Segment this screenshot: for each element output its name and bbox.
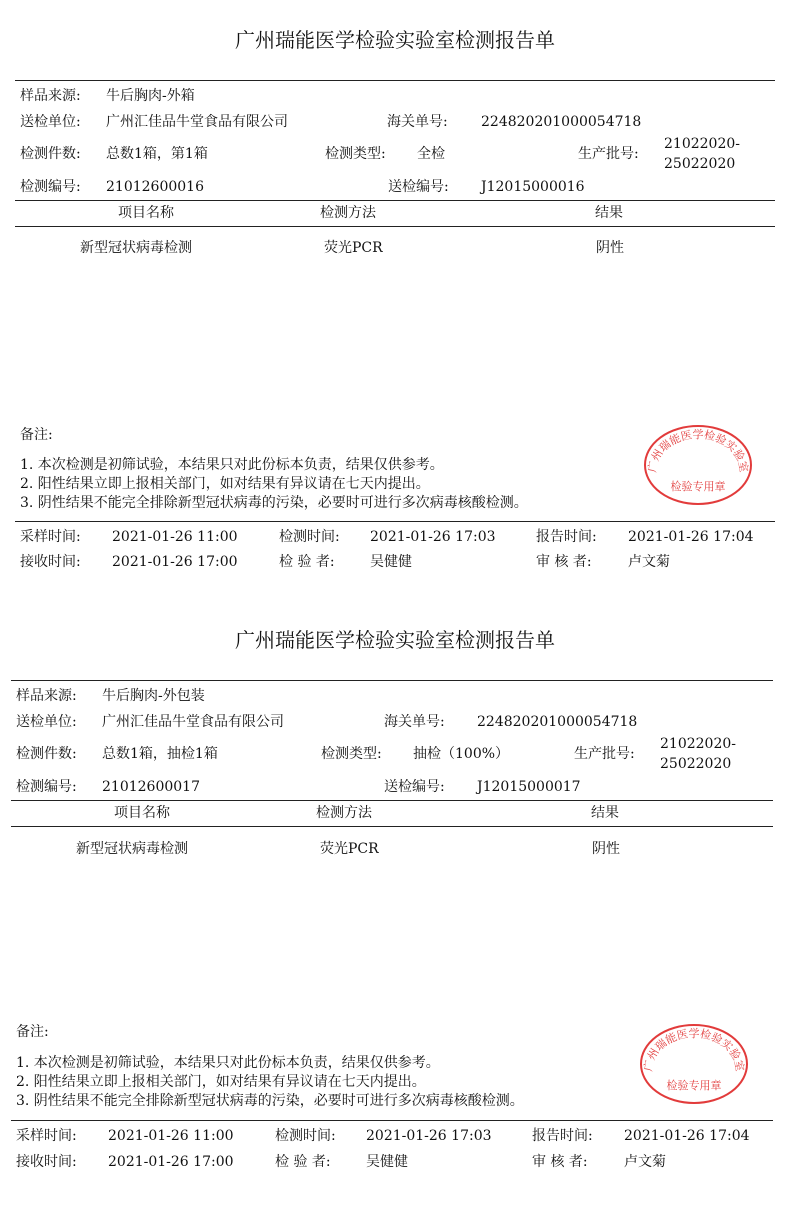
value-test-time: 2021-01-26 17:03 xyxy=(370,529,496,545)
remark-item: 2. 阳性结果立即上报相关部门，如对结果有异议请在七天内提出。 xyxy=(16,1074,426,1090)
label-reviewer: 审 核 者: xyxy=(532,1154,588,1170)
value-report-time: 2021-01-26 17:04 xyxy=(628,529,754,545)
label-customs-no: 海关单号: xyxy=(384,714,445,730)
report-2 xyxy=(0,603,790,1206)
divider xyxy=(11,826,773,827)
value-batch-no-line1: 21022020- xyxy=(664,136,740,152)
value-customs-no: 224820201000054718 xyxy=(477,714,638,730)
value-batch-no-line2: 25022020 xyxy=(664,156,736,172)
value-sample-source: 牛后胸肉-外箱 xyxy=(106,88,195,104)
divider xyxy=(11,800,773,801)
value-report-time: 2021-01-26 17:04 xyxy=(624,1128,750,1144)
value-reviewer: 卢文菊 xyxy=(624,1154,666,1170)
table-cell-method: 荧光PCR xyxy=(320,841,379,857)
remark-item: 1. 本次检测是初筛试验，本结果只对此份标本负责，结果仅供参考。 xyxy=(16,1055,440,1071)
label-submit-no: 送检编号: xyxy=(388,179,449,195)
table-cell-method: 荧光PCR xyxy=(324,240,383,256)
seal-stamp xyxy=(636,1021,752,1107)
label-reviewer: 审 核 者: xyxy=(536,554,592,570)
value-test-count: 总数1箱，抽检1箱 xyxy=(102,746,218,762)
label-submit-no: 送检编号: xyxy=(384,779,445,795)
value-tester: 吴健健 xyxy=(370,554,412,570)
label-tester: 检 验 者: xyxy=(279,554,335,570)
label-test-time: 检测时间: xyxy=(275,1128,336,1144)
label-sampling-time: 采样时间: xyxy=(16,1128,77,1144)
table-cell-item: 新型冠状病毒检测 xyxy=(80,240,192,256)
label-report-time: 报告时间: xyxy=(536,529,597,545)
value-test-no: 21012600017 xyxy=(102,779,200,795)
label-submit-unit: 送检单位: xyxy=(20,114,81,130)
svg-text:广州瑞能医学检验实验室: 广州瑞能医学检验实验室 xyxy=(645,428,751,474)
label-test-type: 检测类型: xyxy=(325,146,386,162)
label-receive-time: 接收时间: xyxy=(20,554,81,570)
remarks-heading: 备注: xyxy=(16,1024,49,1040)
value-batch-no-line2: 25022020 xyxy=(660,756,732,772)
table-cell-result: 阴性 xyxy=(592,841,620,857)
label-sample-source: 样品来源: xyxy=(20,88,81,104)
remark-item: 2. 阳性结果立即上报相关部门，如对结果有异议请在七天内提出。 xyxy=(20,476,430,492)
label-test-type: 检测类型: xyxy=(321,746,382,762)
label-tester: 检 验 者: xyxy=(275,1154,331,1170)
remark-item: 3. 阴性结果不能完全排除新型冠状病毒的污染，必要时可进行多次病毒核酸检测。 xyxy=(16,1093,524,1109)
label-test-no: 检测编号: xyxy=(20,179,81,195)
label-sampling-time: 采样时间: xyxy=(20,529,81,545)
label-customs-no: 海关单号: xyxy=(387,114,448,130)
value-submit-no: J12015000017 xyxy=(477,779,581,795)
value-tester: 吴健健 xyxy=(366,1154,408,1170)
value-test-count: 总数1箱，第1箱 xyxy=(106,146,208,162)
table-header-method: 检测方法 xyxy=(316,805,372,821)
seal-stamp xyxy=(640,422,756,508)
label-batch-no: 生产批号: xyxy=(574,746,635,762)
label-test-count: 检测件数: xyxy=(20,146,81,162)
value-test-time: 2021-01-26 17:03 xyxy=(366,1128,492,1144)
value-receive-time: 2021-01-26 17:00 xyxy=(108,1154,234,1170)
divider xyxy=(11,680,773,681)
label-batch-no: 生产批号: xyxy=(578,146,639,162)
report-title: 广州瑞能医学检验实验室检测报告单 xyxy=(235,28,555,52)
value-test-type: 全检 xyxy=(417,146,445,162)
value-submit-no: J12015000016 xyxy=(481,179,585,195)
label-test-time: 检测时间: xyxy=(279,529,340,545)
svg-text:检验专用章: 检验专用章 xyxy=(666,1079,722,1092)
table-header-result: 结果 xyxy=(595,205,623,221)
value-reviewer: 卢文菊 xyxy=(628,554,670,570)
label-report-time: 报告时间: xyxy=(532,1128,593,1144)
value-receive-time: 2021-01-26 17:00 xyxy=(112,554,238,570)
value-customs-no: 224820201000054718 xyxy=(481,114,642,130)
divider xyxy=(15,226,775,227)
table-header-result: 结果 xyxy=(591,805,619,821)
value-test-type: 抽检（100%） xyxy=(413,746,510,762)
divider xyxy=(15,200,775,201)
remark-item: 3. 阴性结果不能完全排除新型冠状病毒的污染，必要时可进行多次病毒核酸检测。 xyxy=(20,495,528,511)
remarks-heading: 备注: xyxy=(20,427,53,443)
value-test-no: 21012600016 xyxy=(106,179,204,195)
value-batch-no-line1: 21022020- xyxy=(660,736,736,752)
value-sampling-time: 2021-01-26 11:00 xyxy=(108,1128,234,1144)
value-submit-unit: 广州汇佳品牛堂食品有限公司 xyxy=(106,114,288,130)
value-sample-source: 牛后胸肉-外包装 xyxy=(102,688,205,704)
svg-text:检验专用章: 检验专用章 xyxy=(670,480,726,493)
label-test-count: 检测件数: xyxy=(16,746,77,762)
label-test-no: 检测编号: xyxy=(16,779,77,795)
divider xyxy=(15,80,775,81)
label-submit-unit: 送检单位: xyxy=(16,714,77,730)
table-cell-result: 阴性 xyxy=(596,240,624,256)
svg-text:广州瑞能医学检验实验室: 广州瑞能医学检验实验室 xyxy=(641,1027,747,1073)
remark-item: 1. 本次检测是初筛试验，本结果只对此份标本负责，结果仅供参考。 xyxy=(20,457,444,473)
divider xyxy=(11,1120,773,1121)
divider xyxy=(15,521,775,522)
report-title: 广州瑞能医学检验实验室检测报告单 xyxy=(235,628,555,652)
table-header-method: 检测方法 xyxy=(320,205,376,221)
table-header-item: 项目名称 xyxy=(114,805,170,821)
value-sampling-time: 2021-01-26 11:00 xyxy=(112,529,238,545)
value-submit-unit: 广州汇佳品牛堂食品有限公司 xyxy=(102,714,284,730)
table-header-item: 项目名称 xyxy=(118,205,174,221)
label-receive-time: 接收时间: xyxy=(16,1154,77,1170)
table-cell-item: 新型冠状病毒检测 xyxy=(76,841,188,857)
label-sample-source: 样品来源: xyxy=(16,688,77,704)
